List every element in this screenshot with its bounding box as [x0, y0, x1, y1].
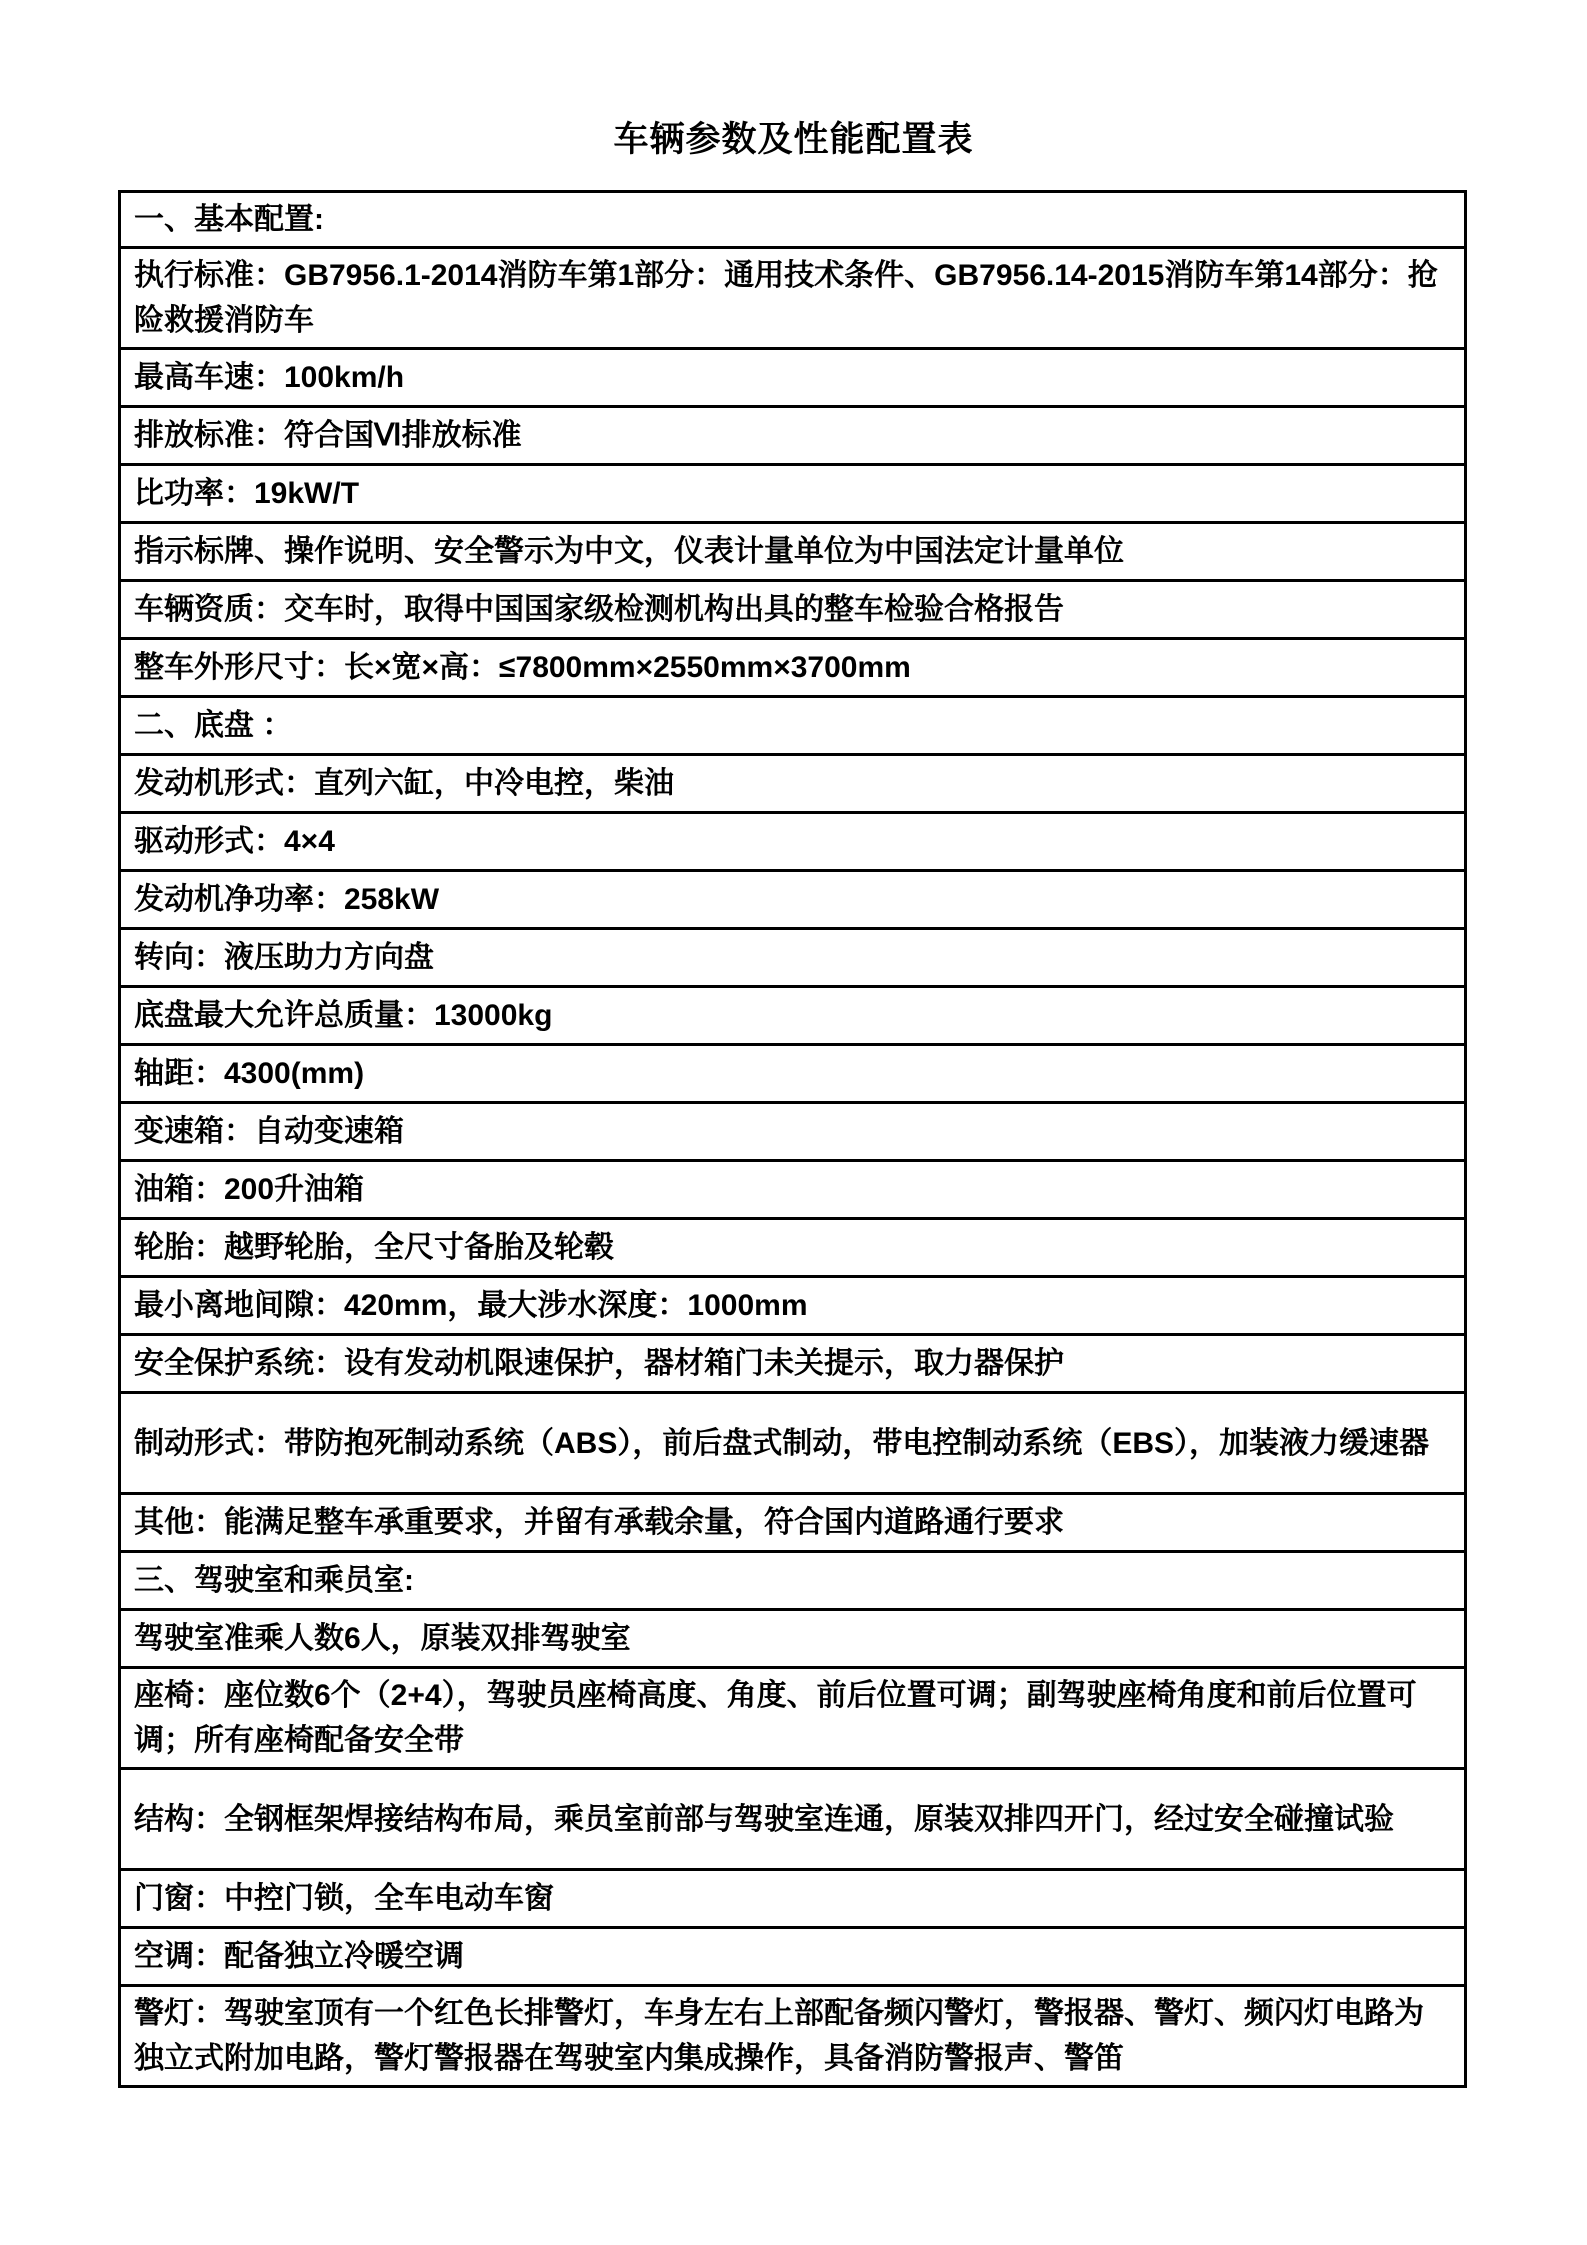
section-header-row [121, 193, 1464, 246]
table-row [121, 1391, 1464, 1492]
row-text: 最高车速：100km/h [134, 360, 405, 394]
row-text: 轮胎：越野轮胎，全尺寸备胎及轮毂 [134, 1230, 614, 1264]
table-row [121, 1101, 1464, 1159]
row-text: 发动机形式：直列六缸，中冷电控，柴油 [134, 766, 674, 800]
table-row [121, 1984, 1464, 2085]
table-row [121, 1767, 1464, 1868]
row-text: 驱动形式：4×4 [134, 824, 335, 858]
row-text: 车辆资质：交车时，取得中国国家级检测机构出具的整车检验合格报告 [134, 592, 1064, 626]
table-row [121, 1275, 1464, 1333]
row-text: 油箱：200升油箱 [134, 1172, 365, 1206]
table-row [121, 869, 1464, 927]
table-row [121, 637, 1464, 695]
table-row [121, 1926, 1464, 1984]
table-row [121, 1043, 1464, 1101]
row-text: 驾驶室准乘人数6人，原装双排驾驶室 [134, 1621, 631, 1655]
table-row [121, 811, 1464, 869]
row-text: 安全保护系统：设有发动机限速保护，器材箱门未关提示，取力器保护 [134, 1346, 1064, 1380]
table-row [121, 1868, 1464, 1926]
table-row [121, 1608, 1464, 1666]
row-text: 其他：能满足整车承重要求，并留有承载余量，符合国内道路通行要求 [134, 1505, 1064, 1539]
row-text: 一、基本配置: [134, 202, 324, 236]
row-text: 结构：全钢框架焊接结构布局，乘员室前部与驾驶室连通，原装双排四开门，经过安全碰撞试验 [134, 1802, 1394, 1836]
row-text: 最小离地间隙：420mm，最大涉水深度：1000mm [134, 1288, 808, 1322]
row-text: 座椅：座位数6个（2+4），驾驶员座椅高度、角度、前后位置可调；副驾驶座椅角度和前后位置可调；所有座椅配备安全带 [134, 1679, 1417, 1757]
row-text: 三、驾驶室和乘员室: [134, 1563, 414, 1597]
row-text: 转向：液压助力方向盘 [134, 940, 434, 974]
table-row [121, 1217, 1464, 1275]
table-row [121, 1333, 1464, 1391]
table-row [121, 1666, 1464, 1767]
section-header-row [121, 695, 1464, 753]
table-row [121, 1492, 1464, 1550]
row-text: 变速箱：自动变速箱 [134, 1114, 404, 1148]
table-row [121, 927, 1464, 985]
row-text: 警灯：驾驶室顶有一个红色长排警灯，车身左右上部配备频闪警灯，警报器、警灯、频闪灯电路为独立式附加电路，警灯警报器在驾驶室内集成操作，具备消防警报声、警笛 [134, 1997, 1424, 2075]
table-row [121, 347, 1464, 405]
row-text: 底盘最大允许总质量：13000kg [134, 998, 553, 1032]
table-row [121, 1159, 1464, 1217]
row-text: 指示标牌、操作说明、安全警示为中文，仪表计量单位为中国法定计量单位 [134, 534, 1124, 568]
row-text: 制动形式：带防抱死制动系统（ABS），前后盘式制动，带电控制动系统（EBS），加装液力缓速器 [134, 1426, 1430, 1460]
row-text: 门窗：中控门锁，全车电动车窗 [134, 1881, 554, 1915]
section-header-row [121, 1550, 1464, 1608]
row-text: 比功率：19kW/T [134, 476, 360, 510]
row-text: 执行标准：GB7956.1-2014消防车第1部分：通用技术条件、GB7956.14-2015消防车第14部分：抢险救援消防车 [134, 259, 1438, 337]
spec-table [118, 190, 1467, 2088]
row-text: 二、底盘 ： [134, 708, 293, 742]
row-text: 发动机净功率：258kW [134, 882, 440, 916]
row-text: 整车外形尺寸：长×宽×高：≤7800mm×2550mm×3700mm [134, 650, 911, 684]
table-row [121, 246, 1464, 347]
row-text: 排放标准：符合国Ⅵ排放标准 [134, 418, 522, 452]
table-row [121, 463, 1464, 521]
page-title: 车辆参数及性能配置表 [613, 120, 974, 159]
table-row [121, 405, 1464, 463]
row-text: 空调：配备独立冷暖空调 [134, 1939, 464, 1973]
table-row [121, 521, 1464, 579]
table-row [121, 753, 1464, 811]
row-text: 轴距：4300(mm) [134, 1056, 365, 1090]
table-row [121, 985, 1464, 1043]
table-row [121, 579, 1464, 637]
